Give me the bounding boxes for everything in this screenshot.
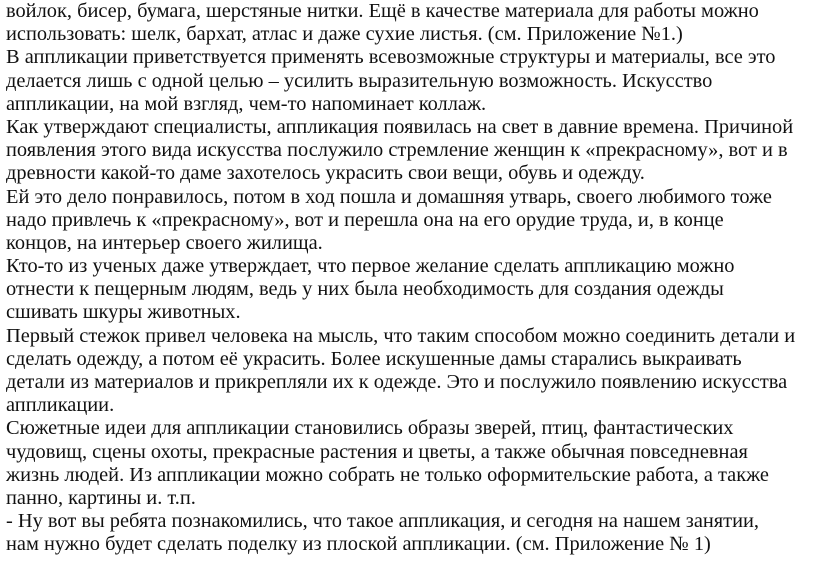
text-line: Сюжетные идеи для аппликации становились образы зверей, птиц, фантастических	[6, 417, 734, 440]
text-line: появления этого вида искусства послужило стремление женщин к «прекрасному», вот и в	[6, 139, 788, 162]
text-line: отнести к пещерным людям, ведь у них была необходимость для создания одежды	[6, 278, 724, 301]
text-line: надо привлечь к «прекрасному», вот и перешла она на его орудие труда, и, в конце	[6, 208, 724, 231]
text-line: детали из материалов и прикрепляли их к одежде. Это и послужило появлению искусства	[6, 371, 788, 393]
text-line: жизнь людей. Из аппликации можно собрать не только оформительские работа, а также	[6, 463, 769, 486]
text-line: войлок, бисер, бумага, шерстяные нитки. Ещё в качестве материала для работы можно	[6, 0, 759, 22]
text-line: Кто-то из ученых даже утверждает, что первое желание сделать аппликацию можно	[6, 255, 735, 278]
text-line: делается лишь с одной целью – усилить выразительную возможность. Искусство	[6, 69, 713, 92]
text-line: Первый стежок привел человека на мысль, что таким способом можно соединить детали и	[6, 324, 796, 347]
document-page	[6, 0, 814, 557]
text-line: сшивать шкуры животных.	[6, 301, 241, 324]
text-line: сделать одежду, а потом её украсить. Более искушенные дамы старались выкраивать	[6, 347, 742, 370]
text-line: В аппликации приветствуется применять всевозможные структуры и материалы, все это	[6, 46, 776, 69]
text-line: аппликации, на мой взгляд, чем-то напоминает коллаж.	[6, 92, 487, 115]
text-line: аппликации.	[6, 394, 115, 417]
text-line: Ей это дело понравилось, потом в ход пошла и домашняя утварь, своего любимого тоже	[6, 185, 772, 208]
text-line: панно, картины и. т.п.	[6, 486, 196, 509]
text-line: использовать: шелк, бархат, атлас и даже сухие листья. (см. Приложение №1.)	[6, 23, 683, 46]
text-line: Как утверждают специалисты, аппликация появилась на свет в давние времена. Причиной	[6, 115, 794, 138]
text-line: - Ну вот вы ребята познакомились, что такое аппликация, и сегодня на нашем занятии,	[6, 510, 759, 533]
text-line: концов, на интерьер своего жилища.	[6, 231, 323, 254]
text-line: древности какой-то даме захотелось украсить свои вещи, обувь и одежду.	[6, 162, 645, 185]
text-line: нам нужно будет сделать поделку из плоской аппликации. (см. Приложение № 1)	[6, 533, 711, 556]
text-line: чудовищ, сцены охоты, прекрасные растения и цветы, а также обычная повседневная	[6, 440, 748, 463]
